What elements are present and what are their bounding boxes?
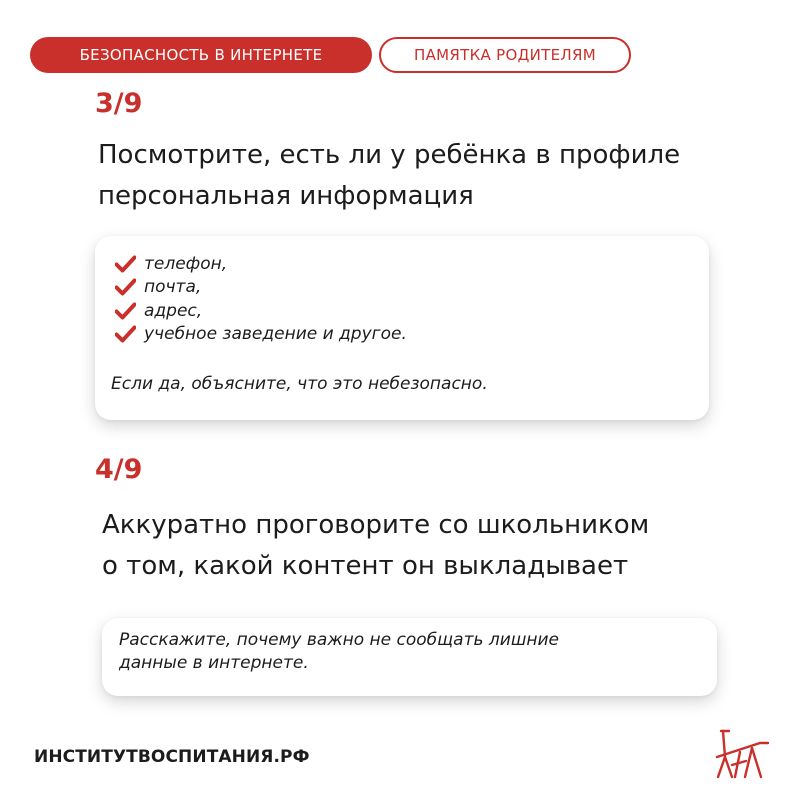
step-3-heading-line: персональная информация xyxy=(98,181,474,211)
footer-site-name: ИНСТИТУТВОСПИТАНИЯ.РФ xyxy=(34,747,310,767)
step-4-note xyxy=(119,629,559,675)
check-icon xyxy=(115,255,136,273)
personal-info-checklist xyxy=(115,252,407,346)
check-icon xyxy=(115,325,136,343)
step-number-4: 4/9 xyxy=(95,454,143,485)
step-3-card xyxy=(95,236,709,420)
checklist-item-text: адрес, xyxy=(144,300,203,321)
checklist-item-text: почта, xyxy=(144,277,202,298)
checklist-item-text: учебное заведение и другое. xyxy=(144,324,407,345)
checklist-item xyxy=(115,276,407,300)
step-number-3: 3/9 xyxy=(95,88,143,119)
checklist-item-text: телефон, xyxy=(144,253,228,274)
topic-tag xyxy=(30,37,372,73)
audience-tag xyxy=(379,37,631,73)
step-3-heading-line: Посмотрите, есть ли у ребёнка в профиле xyxy=(98,140,681,170)
step-4-heading-line: о том, какой контент он выкладывает xyxy=(102,551,629,581)
step-4-note-line: Расскажите, почему важно не сообщать лишние xyxy=(119,630,560,650)
step-3-note xyxy=(111,373,488,396)
checklist-item xyxy=(115,323,407,347)
step-3-note-line: Если да, объясните, что это небезопасно. xyxy=(111,374,488,394)
topic-tag-label: БЕЗОПАСНОСТЬ В ИНТЕРНЕТЕ xyxy=(79,46,323,64)
check-icon xyxy=(115,302,136,320)
step-4-heading-line: Аккуратно проговорите со школьником xyxy=(102,510,650,540)
checklist-item xyxy=(115,299,407,323)
audience-tag-label: ПАМЯТКА РОДИТЕЛЯМ xyxy=(414,46,596,64)
step-3-heading xyxy=(98,135,680,217)
chair-logo-icon xyxy=(712,725,774,781)
step-4-note-line: данные в интернете. xyxy=(119,653,309,673)
checklist-item xyxy=(115,252,407,276)
step-4-heading xyxy=(102,505,649,587)
check-icon xyxy=(115,278,136,296)
step-4-card xyxy=(102,618,717,696)
